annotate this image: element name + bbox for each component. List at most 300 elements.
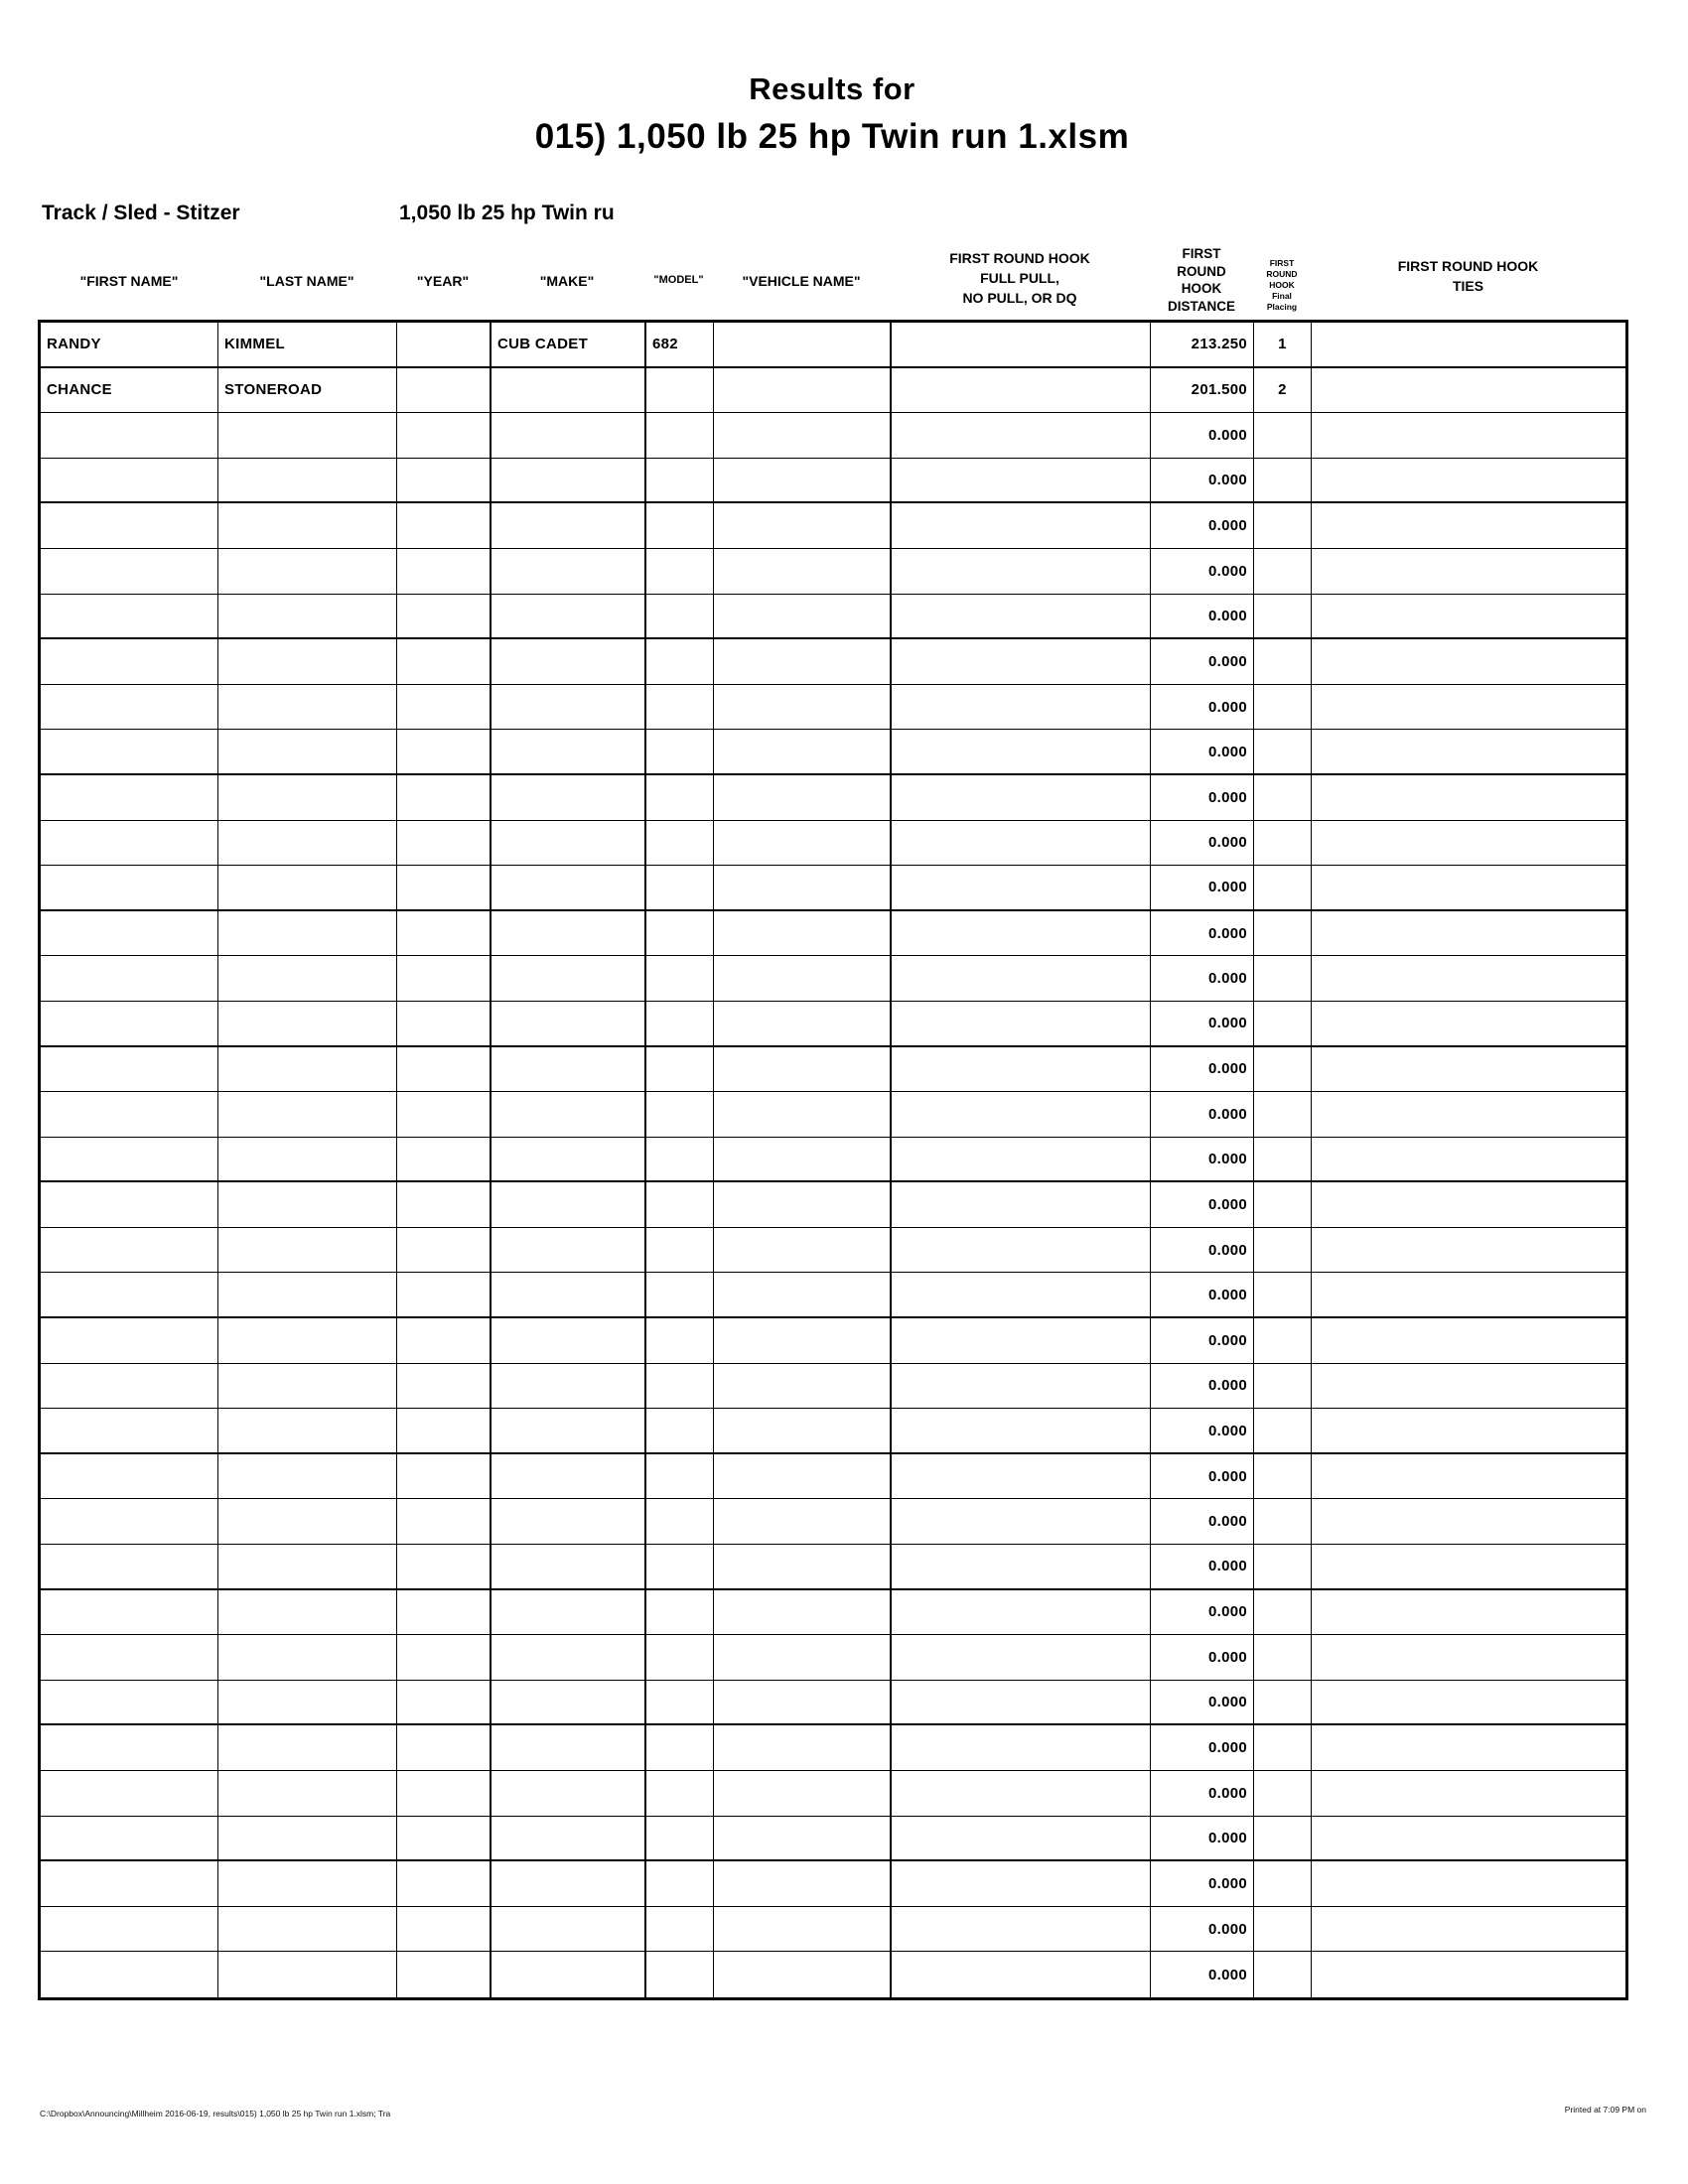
column-header-line: HOOK — [1269, 280, 1295, 290]
cell-first_name — [41, 1681, 217, 1724]
cell-vehicle_name — [713, 1454, 890, 1499]
cell-first_name: RANDY — [47, 336, 101, 353]
cell-vehicle_name — [713, 1907, 890, 1952]
cell-distance: 0.000 — [1150, 1817, 1253, 1860]
cell-model — [644, 1681, 713, 1724]
results-table — [38, 320, 1628, 2000]
cell-last_name — [217, 1681, 396, 1724]
table-row — [41, 1228, 1625, 1274]
cell-placing — [1253, 1002, 1311, 1045]
cell-placing — [1253, 1499, 1311, 1544]
table-row — [41, 1817, 1625, 1862]
cell-full_pull — [890, 503, 1150, 548]
cell-model — [644, 1725, 713, 1770]
table-row — [41, 1771, 1625, 1817]
cell-last_name — [217, 1861, 396, 1906]
cell-distance: 201.500 — [1150, 368, 1253, 413]
cell-ties — [1311, 549, 1625, 594]
table-row — [41, 1907, 1625, 1953]
cell-model — [644, 1092, 713, 1137]
table-row — [41, 1545, 1625, 1590]
cell-year — [396, 911, 490, 956]
table-row — [41, 1047, 1625, 1093]
cell-full_pull — [890, 1907, 1150, 1952]
cell-year — [396, 1364, 490, 1409]
cell-first_name — [41, 866, 217, 909]
cell-first_name — [41, 956, 217, 1001]
cell-last_name — [217, 1635, 396, 1680]
cell-year — [396, 1952, 490, 1997]
cell-make — [490, 821, 644, 866]
cell-last_name — [217, 730, 396, 773]
cell-first_name — [41, 1545, 217, 1588]
cell-first_name — [41, 1861, 217, 1906]
cell-vehicle_name — [713, 1635, 890, 1680]
cell-make — [490, 1771, 644, 1816]
cell-first_name — [41, 503, 217, 548]
table-row — [41, 956, 1625, 1002]
cell-model — [644, 639, 713, 684]
cell-distance: 0.000 — [1150, 549, 1253, 594]
cell-last_name — [217, 1817, 396, 1860]
cell-ties — [1311, 685, 1625, 730]
cell-first_name — [41, 1499, 217, 1544]
column-header-line: "FIRST NAME" — [79, 273, 179, 289]
cell-model — [644, 368, 713, 413]
cell-year — [396, 775, 490, 820]
cell-first_name — [41, 1047, 217, 1092]
cell-placing — [1253, 1681, 1311, 1724]
table-row — [41, 866, 1625, 911]
column-header-ties — [1311, 212, 1625, 320]
cell-make — [490, 639, 644, 684]
cell-placing — [1253, 1771, 1311, 1816]
cell-last_name — [217, 1228, 396, 1273]
cell-year — [396, 459, 490, 502]
column-header-line: FIRST — [1269, 258, 1295, 268]
cell-first_name — [41, 413, 217, 458]
cell-last_name — [217, 821, 396, 866]
cell-year — [396, 685, 490, 730]
cell-year — [396, 1409, 490, 1452]
column-header-line: ROUND — [1266, 269, 1298, 279]
cell-vehicle_name — [713, 413, 890, 458]
cell-last_name: STONEROAD — [217, 368, 396, 413]
cell-full_pull — [890, 1318, 1150, 1363]
cell-make — [490, 1138, 644, 1181]
cell-ties — [1311, 911, 1625, 956]
cell-make — [490, 1907, 644, 1952]
cell-distance: 0.000 — [1150, 1047, 1253, 1092]
table-row — [41, 1182, 1625, 1228]
cell-distance: 0.000 — [1150, 1409, 1253, 1452]
cell-ties — [1311, 1273, 1625, 1316]
cell-model — [644, 549, 713, 594]
page-title: Results for — [749, 71, 915, 106]
cell-first_name — [41, 1364, 217, 1409]
cell-ties — [1311, 730, 1625, 773]
cell-placing: 1 — [1253, 323, 1311, 366]
cell-placing — [1253, 821, 1311, 866]
cell-placing — [1253, 1907, 1311, 1952]
cell-vehicle_name — [713, 821, 890, 866]
cell-first_name: CHANCE — [47, 381, 112, 399]
cell-vehicle_name — [713, 1409, 890, 1452]
cell-full_pull — [890, 1861, 1150, 1906]
cell-year — [396, 368, 490, 413]
cell-ties — [1311, 1047, 1625, 1092]
cell-year — [396, 1318, 490, 1363]
cell-distance: 0.000 — [1150, 413, 1253, 458]
cell-ties — [1311, 595, 1625, 638]
cell-model — [644, 1861, 713, 1906]
cell-distance: 0.000 — [1150, 1454, 1253, 1499]
cell-vehicle_name — [713, 1681, 890, 1724]
cell-last_name — [217, 775, 396, 820]
cell-make — [490, 1273, 644, 1316]
cell-first_name — [41, 1590, 217, 1635]
cell-last_name — [217, 1092, 396, 1137]
cell-full_pull — [890, 1545, 1150, 1588]
cell-full_pull — [890, 956, 1150, 1001]
cell-placing — [1253, 503, 1311, 548]
cell-full_pull — [890, 1002, 1150, 1045]
cell-year — [396, 1725, 490, 1770]
cell-last_name: KIMMEL — [217, 323, 396, 366]
cell-last_name — [217, 1364, 396, 1409]
cell-ties — [1311, 1817, 1625, 1860]
cell-make — [490, 1499, 644, 1544]
cell-first_name — [41, 1092, 217, 1137]
column-header-line: Final — [1272, 291, 1292, 301]
cell-full_pull — [890, 549, 1150, 594]
cell-placing — [1253, 595, 1311, 638]
cell-distance: 0.000 — [1150, 1318, 1253, 1363]
cell-distance: 0.000 — [1150, 1138, 1253, 1181]
cell-make — [490, 1725, 644, 1770]
column-header-line: "VEHICLE NAME" — [742, 273, 861, 289]
cell-last_name — [217, 1725, 396, 1770]
cell-make — [490, 1590, 644, 1635]
cell-placing — [1253, 866, 1311, 909]
cell-make — [490, 595, 644, 638]
cell-full_pull — [890, 1590, 1150, 1635]
table-row — [41, 1681, 1625, 1726]
cell-ties — [1311, 1590, 1625, 1635]
cell-first_name — [41, 1725, 217, 1770]
cell-model — [644, 503, 713, 548]
table-row — [41, 639, 1625, 685]
cell-placing — [1253, 911, 1311, 956]
cell-ties — [1311, 639, 1625, 684]
cell-model — [644, 1952, 713, 1997]
cell-distance: 0.000 — [1150, 821, 1253, 866]
cell-full_pull — [890, 639, 1150, 684]
table-row — [41, 1454, 1625, 1500]
column-header-vehicle_name — [713, 206, 890, 320]
cell-placing — [1253, 413, 1311, 458]
cell-vehicle_name — [713, 1590, 890, 1635]
cell-last_name — [217, 1907, 396, 1952]
table-row — [41, 1725, 1625, 1771]
cell-vehicle_name — [713, 368, 890, 413]
cell-first_name — [41, 821, 217, 866]
cell-distance: 0.000 — [1150, 1273, 1253, 1316]
table-row — [41, 595, 1625, 640]
table-row — [41, 368, 1625, 414]
cell-full_pull — [890, 1409, 1150, 1452]
cell-placing — [1253, 1364, 1311, 1409]
cell-full_pull — [890, 1681, 1150, 1724]
cell-first_name — [41, 1454, 217, 1499]
cell-ties — [1311, 1681, 1625, 1724]
cell-year — [396, 1092, 490, 1137]
column-header-line: FIRST ROUND HOOK — [949, 250, 1090, 266]
cell-make — [490, 459, 644, 502]
cell-year — [396, 1817, 490, 1860]
cell-year — [396, 595, 490, 638]
cell-placing — [1253, 1952, 1311, 1997]
cell-first_name — [41, 639, 217, 684]
cell-distance: 0.000 — [1150, 459, 1253, 502]
cell-year — [396, 1047, 490, 1092]
cell-ties — [1311, 1771, 1625, 1816]
cell-full_pull — [890, 1817, 1150, 1860]
cell-last_name — [217, 459, 396, 502]
cell-placing — [1253, 1454, 1311, 1499]
cell-placing — [1253, 1228, 1311, 1273]
cell-full_pull — [890, 821, 1150, 866]
cell-make — [490, 1454, 644, 1499]
column-header-line: FIRST — [1182, 246, 1221, 261]
cell-vehicle_name — [713, 323, 890, 366]
cell-ties — [1311, 1861, 1625, 1906]
cell-vehicle_name — [713, 595, 890, 638]
cell-year — [396, 323, 490, 366]
cell-model — [644, 1273, 713, 1316]
column-header-first_name — [41, 206, 217, 320]
table-row — [41, 911, 1625, 957]
cell-full_pull — [890, 1454, 1150, 1499]
cell-year — [396, 1681, 490, 1724]
cell-make — [490, 1681, 644, 1724]
cell-placing — [1253, 1725, 1311, 1770]
cell-vehicle_name — [713, 1952, 890, 1997]
cell-year — [396, 1273, 490, 1316]
cell-last_name — [217, 1138, 396, 1181]
cell-vehicle_name — [713, 730, 890, 773]
cell-first_name — [41, 1409, 217, 1452]
table-row — [41, 775, 1625, 821]
cell-last_name — [217, 685, 396, 730]
cell-first_name — [41, 1771, 217, 1816]
cell-full_pull — [890, 1138, 1150, 1181]
cell-placing — [1253, 1545, 1311, 1588]
column-header-line: TIES — [1452, 278, 1484, 294]
cell-distance: 0.000 — [1150, 1228, 1253, 1273]
cell-last_name — [217, 1273, 396, 1316]
cell-year — [396, 1635, 490, 1680]
cell-first_name — [41, 459, 217, 502]
column-header-line: HOOK — [1181, 281, 1222, 296]
column-header-last_name — [217, 206, 396, 320]
cell-year — [396, 413, 490, 458]
cell-vehicle_name — [713, 1318, 890, 1363]
cell-last_name — [217, 1771, 396, 1816]
cell-full_pull — [890, 911, 1150, 956]
cell-placing — [1253, 549, 1311, 594]
class-name-label: 1,050 lb 25 hp Twin ru — [399, 202, 615, 224]
cell-first_name — [41, 1002, 217, 1045]
cell-last_name — [217, 956, 396, 1001]
cell-year — [396, 821, 490, 866]
cell-model — [644, 1228, 713, 1273]
table-row — [41, 503, 1625, 549]
cell-first_name — [41, 1182, 217, 1227]
cell-ties — [1311, 1725, 1625, 1770]
cell-distance: 0.000 — [1150, 956, 1253, 1001]
cell-placing — [1253, 639, 1311, 684]
cell-last_name — [217, 1499, 396, 1544]
track-sled-label: Track / Sled - Stitzer — [42, 202, 240, 224]
table-row — [41, 1364, 1625, 1410]
column-header-line: "MODEL" — [653, 274, 704, 286]
table-row — [41, 1002, 1625, 1047]
cell-distance: 0.000 — [1150, 1861, 1253, 1906]
cell-ties — [1311, 1952, 1625, 1997]
cell-distance: 0.000 — [1150, 1635, 1253, 1680]
cell-model — [644, 821, 713, 866]
cell-model — [644, 1002, 713, 1045]
cell-year — [396, 1228, 490, 1273]
cell-vehicle_name — [713, 1861, 890, 1906]
cell-first_name — [41, 1907, 217, 1952]
cell-last_name — [217, 911, 396, 956]
cell-ties — [1311, 323, 1625, 366]
cell-ties — [1311, 1907, 1625, 1952]
cell-model — [644, 1907, 713, 1952]
cell-model — [644, 1138, 713, 1181]
cell-make — [490, 775, 644, 820]
cell-year — [396, 956, 490, 1001]
cell-last_name — [217, 1182, 396, 1227]
table-row — [41, 685, 1625, 731]
table-row — [41, 1590, 1625, 1636]
cell-first_name — [41, 685, 217, 730]
table-row — [41, 1092, 1625, 1138]
cell-model — [644, 595, 713, 638]
cell-distance: 0.000 — [1150, 639, 1253, 684]
cell-year — [396, 503, 490, 548]
column-header-make — [490, 206, 644, 320]
cell-ties — [1311, 1364, 1625, 1409]
cell-ties — [1311, 866, 1625, 909]
cell-full_pull — [890, 323, 1150, 366]
cell-distance: 213.250 — [1150, 323, 1253, 366]
cell-full_pull — [890, 1635, 1150, 1680]
cell-last_name — [217, 1454, 396, 1499]
cell-distance: 0.000 — [1150, 1364, 1253, 1409]
cell-make — [490, 368, 644, 413]
cell-distance: 0.000 — [1150, 1092, 1253, 1137]
cell-distance: 0.000 — [1150, 866, 1253, 909]
cell-vehicle_name — [713, 1228, 890, 1273]
cell-first_name — [41, 1138, 217, 1181]
cell-placing — [1253, 775, 1311, 820]
cell-model — [644, 1409, 713, 1452]
cell-vehicle_name — [713, 503, 890, 548]
cell-first_name — [41, 1318, 217, 1363]
cell-last_name — [217, 1047, 396, 1092]
table-row — [41, 1273, 1625, 1318]
cell-full_pull — [890, 1182, 1150, 1227]
cell-make — [490, 549, 644, 594]
cell-full_pull — [890, 1771, 1150, 1816]
cell-model — [644, 1318, 713, 1363]
cell-last_name — [217, 1590, 396, 1635]
column-header-full_pull — [890, 224, 1150, 320]
cell-make — [490, 503, 644, 548]
cell-make — [490, 956, 644, 1001]
cell-make — [490, 1228, 644, 1273]
cell-make — [490, 1047, 644, 1092]
column-header-line: DISTANCE — [1167, 298, 1235, 314]
cell-model — [644, 1182, 713, 1227]
cell-ties — [1311, 1635, 1625, 1680]
table-row — [41, 1861, 1625, 1907]
column-header-line: Placing — [1266, 302, 1298, 312]
cell-make — [490, 1817, 644, 1860]
cell-make — [490, 1182, 644, 1227]
cell-distance: 0.000 — [1150, 1002, 1253, 1045]
footer-printed-timestamp: Printed at 7:09 PM on — [1564, 2105, 1646, 2115]
footer-file-path: C:\Dropbox\Announcing\Millheim 2016-06-19, results\015) 1,050 lb 25 hp Twin run 1.xlsm; Tra — [40, 2109, 391, 2118]
cell-last_name — [217, 503, 396, 548]
cell-year — [396, 1545, 490, 1588]
table-row — [41, 323, 1625, 368]
column-header-line: "LAST NAME" — [259, 273, 354, 289]
cell-ties — [1311, 1545, 1625, 1588]
cell-ties — [1311, 413, 1625, 458]
cell-model — [644, 685, 713, 730]
cell-last_name — [217, 413, 396, 458]
file-title: 015) 1,050 lb 25 hp Twin run 1.xlsm — [534, 117, 1130, 156]
cell-last_name — [217, 1952, 396, 1997]
cell-first_name — [41, 1635, 217, 1680]
table-row — [41, 1138, 1625, 1183]
cell-make — [490, 685, 644, 730]
cell-placing — [1253, 685, 1311, 730]
cell-model — [644, 1771, 713, 1816]
cell-placing — [1253, 1861, 1311, 1906]
cell-vehicle_name — [713, 1182, 890, 1227]
cell-make — [490, 1635, 644, 1680]
cell-model — [644, 730, 713, 773]
cell-year — [396, 866, 490, 909]
cell-vehicle_name — [713, 1771, 890, 1816]
cell-ties — [1311, 1454, 1625, 1499]
cell-make — [490, 413, 644, 458]
cell-distance: 0.000 — [1150, 503, 1253, 548]
cell-first_name — [41, 1228, 217, 1273]
column-header-line: NO PULL, OR DQ — [962, 290, 1077, 306]
cell-last_name — [217, 866, 396, 909]
cell-make — [490, 730, 644, 773]
cell-last_name — [217, 639, 396, 684]
cell-model — [644, 1545, 713, 1588]
column-header-year — [396, 206, 490, 320]
cell-model — [644, 1047, 713, 1092]
